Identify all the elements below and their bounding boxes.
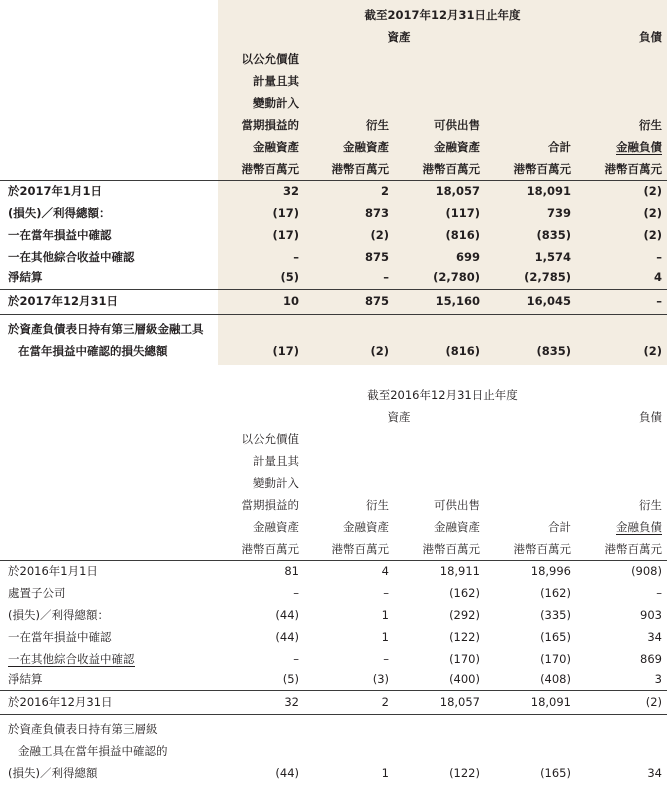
footer-line: 金融工具在當年損益中確認的 bbox=[18, 744, 168, 758]
closing-rule bbox=[0, 714, 667, 715]
footer-line: 於資產負債表日持有第三層級金融工具 bbox=[8, 322, 204, 336]
table-row: (損失)／利得總額 (44) 1 (122) (165) 34 bbox=[8, 766, 662, 780]
table-row: (損失)／利得總額： (44) 1 (292) (335) 903 bbox=[8, 608, 662, 622]
footer-line: 於資產負債表日持有第三層級 bbox=[8, 722, 158, 736]
table-row: 一在其他綜合收益中確認 – – (170) (170) 869 bbox=[8, 652, 662, 666]
period-title: 截至2017年12月31日止年度 bbox=[364, 8, 521, 22]
table-row: 淨結算 (5) (3) (400) (408) 3 bbox=[8, 672, 662, 686]
table-row: 一在其他綜合收益中確認 – 875 699 1,574 – bbox=[8, 250, 662, 264]
liabilities-label: 負債 bbox=[639, 30, 662, 44]
table-row: 於2016年1月1日 81 4 18,911 18,996 (908) bbox=[8, 564, 662, 578]
table-row: 一在當年損益中確認 (17) (2) (816) (835) (2) bbox=[8, 228, 662, 242]
table-row: 一在當年損益中確認 (44) 1 (122) (165) 34 bbox=[8, 630, 662, 644]
table-row: 在當年損益中確認的損失總額 (17) (2) (816) (835) (2) bbox=[18, 344, 662, 358]
table-2017: 截至2017年12月31日止年度 資產 負債 以公允價值 計量且其 變動計入 當期損益的 金融資產 港幣百萬元 衍生 金融資產 港幣百萬元 可供出售 金融資產 港幣百萬元 合計 港幣百萬元 衍生 金融負債 港幣百萬元 於2017年1月1日 32 2 18,057 18,091 (2) (損失)／利得總額： (17) 873 (117) 739 (2) 一在當年損益中確認 (17) (2) (816) (835) (2) 一在其他綜合收益中確認 – 875 699 1,574 – 淨結算 (5) – (2,780) (2,785) 4 於2017年12月31日 10 875 15,160 16,045 – 於資產負債表日持有第三層級金融工具 在當年損益中確認的損失總額 (17) (2) (816) (835) (2) bbox=[0, 0, 667, 365]
table-row: 淨結算 (5) – (2,780) (2,785) 4 bbox=[8, 270, 662, 284]
table-row: 於2016年12月31日 32 2 18,057 18,091 (2) bbox=[8, 695, 662, 709]
period-title: 截至2016年12月31日止年度 bbox=[367, 388, 518, 402]
table-row: (損失)／利得總額： (17) 873 (117) 739 (2) bbox=[8, 206, 662, 220]
assets-label: 資產 bbox=[387, 30, 411, 44]
table-row: 於2017年1月1日 32 2 18,057 18,091 (2) bbox=[8, 184, 662, 198]
assets-label: 資產 bbox=[387, 410, 411, 424]
table-row: 處置子公司 – – (162) (162) – bbox=[8, 586, 662, 600]
liabilities-label: 負債 bbox=[639, 410, 662, 424]
table-2016: 截至2016年12月31日止年度 資產 負債 以公允價值 計量且其 變動計入 當期損益的 金融資產 港幣百萬元 衍生 金融資產 港幣百萬元 可供出售 金融資產 港幣百萬元 合計 港幣百萬元 衍生 金融負債 港幣百萬元 於2016年1月1日 81 4 18,911 18,996 (908) 處置子公司 – – (162) (162) – (損失)／利得總額： (44) 1 (292) (335) 903 一在當年損益中確認 (44) 1 (122) (165) 34 一在其他綜合收益中確認 – – (170) (170) 869 淨結算 (5) (3) (400) (408) 3 於2016年12月31日 32 2 18,057 18,091 (2) 於資產負債表日持有第三層級 金融工具在當年損益中確認的 (損失)／利得總額 (44) 1 (122) (165) 34 bbox=[0, 380, 667, 790]
closing-rule bbox=[0, 314, 667, 315]
table-row: 於2017年12月31日 10 875 15,160 16,045 – bbox=[8, 294, 662, 308]
